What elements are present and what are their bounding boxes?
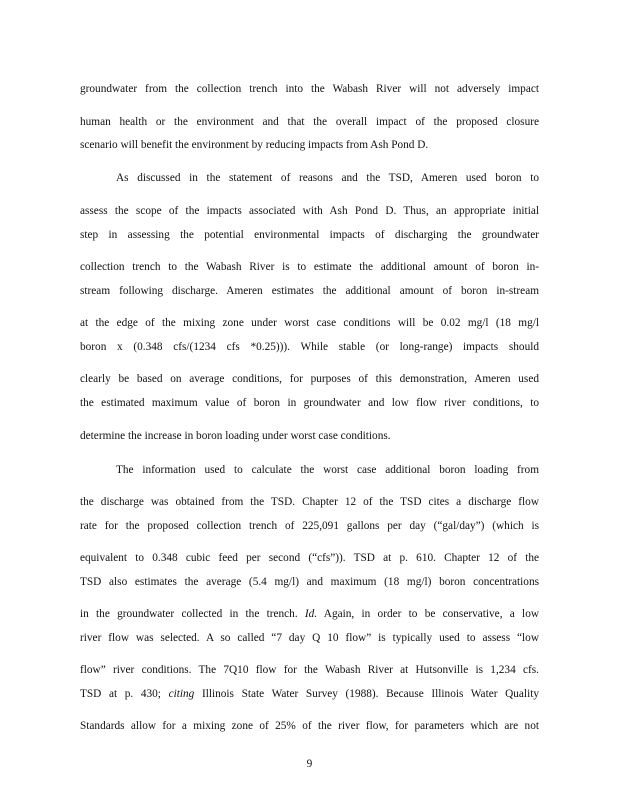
body-text-line: scenario will benefit the environment by reducing impacts from Ash Pond D. <box>80 139 429 151</box>
body-text-line: groundwater from the collection trench into the Wabash River will not adversely impact <box>80 83 539 95</box>
body-text-line: As discussed in the statement of reasons and the TSD, Ameren used boron to <box>116 172 539 184</box>
body-text-line: rate for the proposed collection trench of 225,091 gallons per day (“gal/day”) (which is <box>80 520 539 532</box>
body-text-line: boron x (0.348 cfs/(1234 cfs *0.25))). While stable (or long-range) impacts should <box>80 341 539 353</box>
body-text-line: assess the scope of the impacts associated with Ash Pond D. Thus, an appropriate initial <box>80 205 539 217</box>
body-text-line: determine the increase in boron loading under worst case conditions. <box>80 430 391 442</box>
text-segment: TSD at p. 430; <box>80 688 161 700</box>
body-text-line: flow” river conditions. The 7Q10 flow for the Wabash River at Hutsonville is 1,234 cfs. <box>80 664 539 676</box>
body-text-line: stream following discharge. Ameren estimates the additional amount of boron in-stream <box>80 285 539 297</box>
body-text-line: clearly be based on average conditions, for purposes of this demonstration, Ameren used <box>80 373 539 385</box>
body-text-line: step in assessing the potential environmental impacts of discharging the groundwater <box>80 229 539 241</box>
body-text-line: collection trench to the Wabash River is to estimate the additional amount of boron in- <box>80 261 539 273</box>
text-segment: Again, in order to be conservative, a low <box>317 608 539 620</box>
citation-italic: Id. <box>304 608 318 620</box>
body-text-line: TSD also estimates the average (5.4 mg/l) and maximum (18 mg/l) boron concentrations <box>80 576 539 588</box>
body-text-line: human health or the environment and that the overall impact of the proposed closure <box>80 116 539 128</box>
body-text-line <box>80 606 539 622</box>
text-segment: in the groundwater collected in the trench. <box>80 608 298 620</box>
body-text-line: Standards allow for a mixing zone of 25% of the river flow, for parameters which are not <box>80 720 539 732</box>
body-text-line: equivalent to 0.348 cubic feed per second (“cfs”)). TSD at p. 610. Chapter 12 of the <box>80 552 539 564</box>
body-text-line <box>80 686 539 702</box>
body-text-line: river flow was selected. A so called “7 day Q 10 flow” is typically used to assess “low <box>80 632 539 644</box>
body-text-line: the discharge was obtained from the TSD. Chapter 12 of the TSD cites a discharge flow <box>80 496 539 508</box>
body-text-line: at the edge of the mixing zone under worst case conditions will be 0.02 mg/l (18 mg/l <box>80 317 539 329</box>
citation-italic: citing <box>168 688 195 700</box>
body-text-line: the estimated maximum value of boron in groundwater and low flow river conditions, to <box>80 397 539 409</box>
page-number: 9 <box>306 758 313 770</box>
text-segment: Illinois State Water Survey (1988). Because Illinois Water Quality <box>194 688 539 700</box>
body-text-line: The information used to calculate the worst case additional boron loading from <box>116 464 539 476</box>
